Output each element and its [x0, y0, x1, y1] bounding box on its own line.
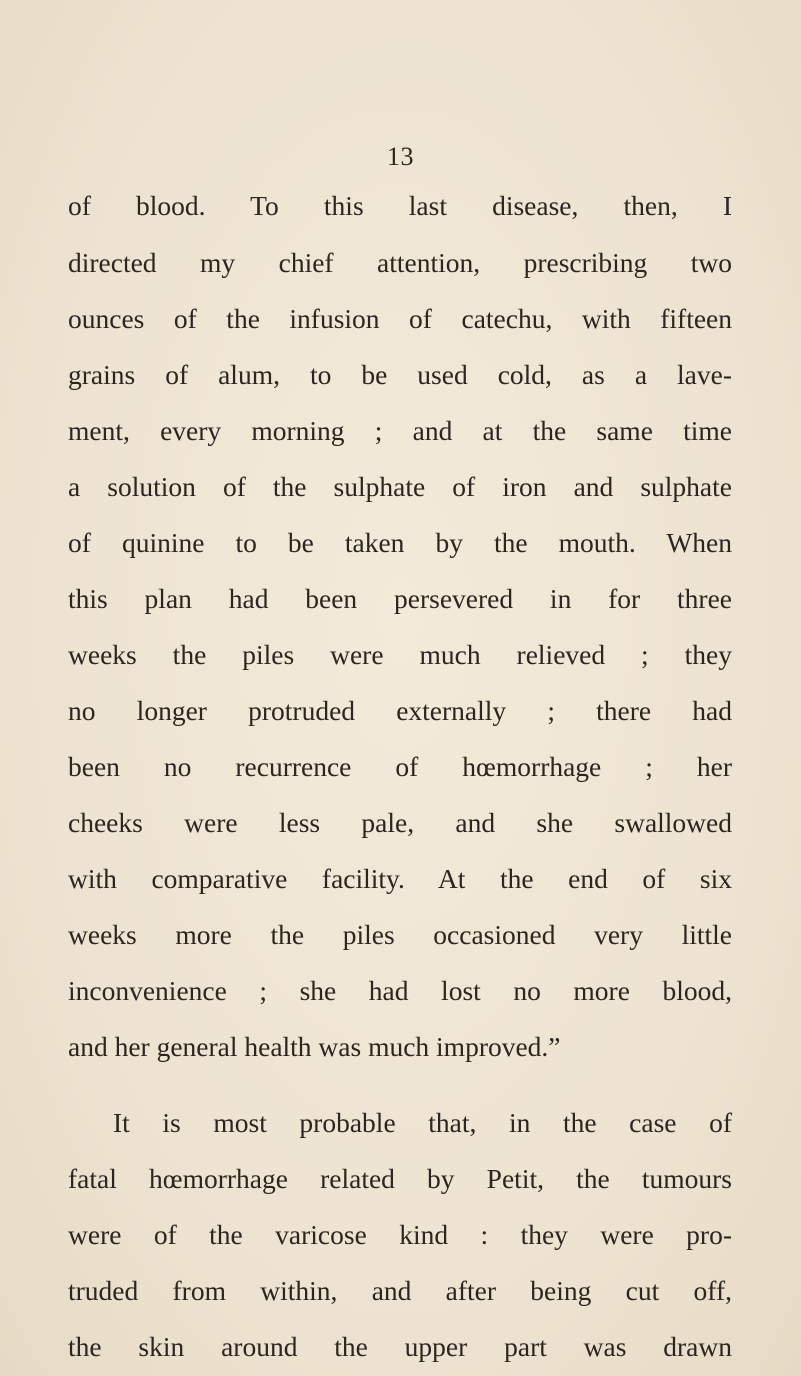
text-line: the skin around the upper part was drawn — [68, 1331, 732, 1362]
text-line: and her general health was much improved.” — [68, 1031, 561, 1062]
text-line: a solution of the sulphate of iron and sulphate — [68, 471, 732, 502]
text-line: ounces of the infusion of catechu, with fifteen — [68, 303, 732, 334]
text-line: directed my chief attention, prescribing two — [68, 247, 732, 278]
text-line: weeks more the piles occasioned very little — [68, 919, 732, 950]
text-line: with comparative facility. At the end of six — [68, 863, 732, 894]
page-number: 13 — [387, 142, 414, 171]
text-line: were of the varicose kind : they were pro- — [68, 1219, 732, 1250]
text-line: of quinine to be taken by the mouth. When — [68, 527, 732, 558]
text-line: It is most probable that, in the case of — [113, 1107, 732, 1138]
text-line: cheeks were less pale, and she swallowed — [68, 807, 732, 838]
text-line: of blood. To this last disease, then, I — [68, 190, 732, 221]
text-line: this plan had been persevered in for three — [68, 583, 732, 614]
text-line: grains of alum, to be used cold, as a lave- — [68, 359, 732, 390]
text-line: been no recurrence of hœmorrhage ; her — [68, 751, 732, 782]
text-line: inconvenience ; she had lost no more blood, — [68, 975, 732, 1006]
text-line: weeks the piles were much relieved ; they — [68, 639, 732, 670]
text-line: ment, every morning ; and at the same time — [68, 415, 732, 446]
text-line: truded from within, and after being cut off, — [68, 1275, 732, 1306]
text-line: no longer protruded externally ; there had — [68, 695, 732, 726]
text-line: fatal hœmorrhage related by Petit, the tumours — [68, 1163, 732, 1194]
